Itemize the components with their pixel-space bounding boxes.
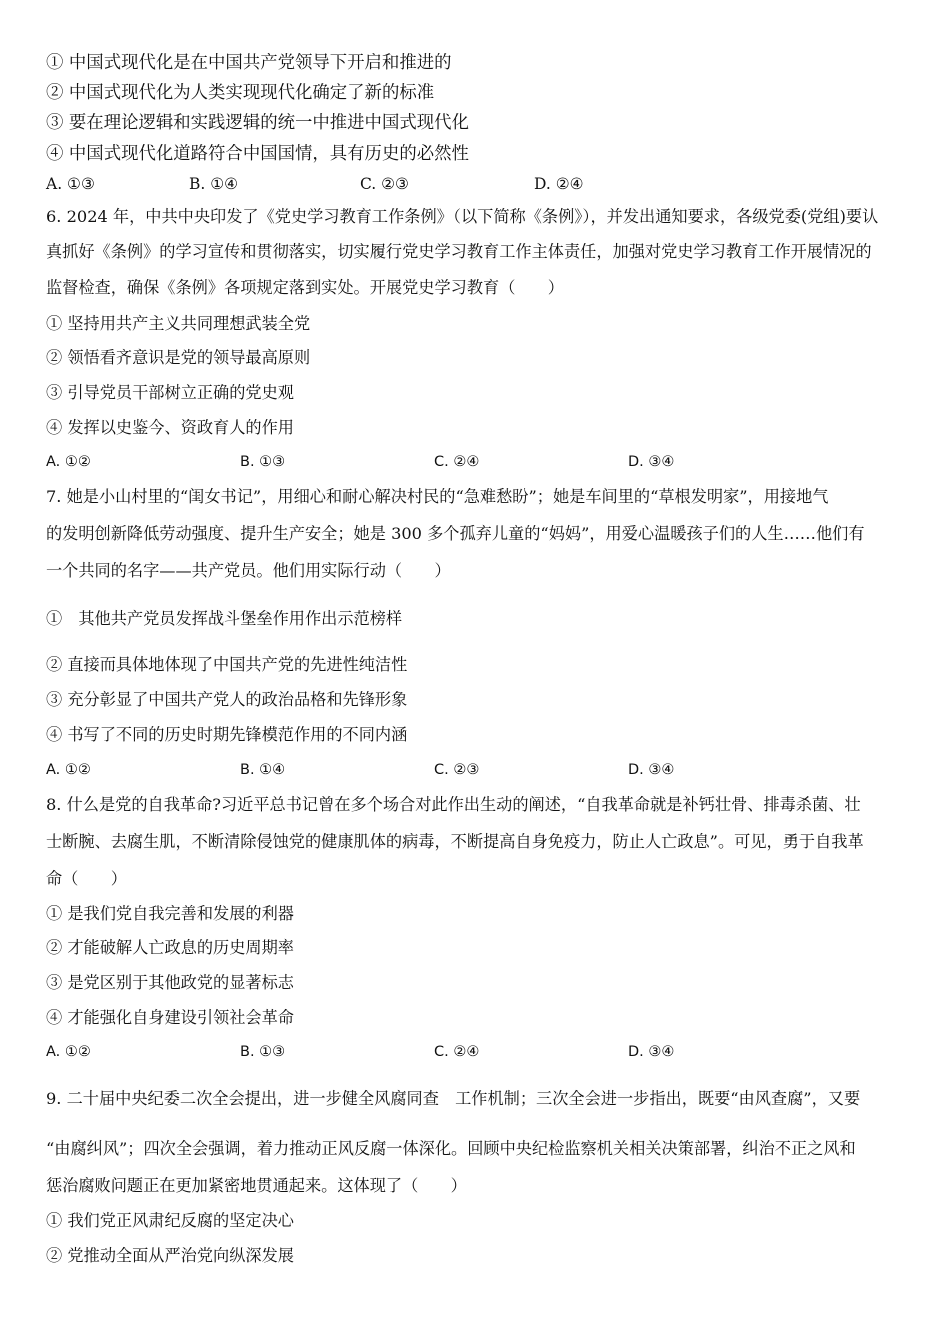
q8-option-d[interactable]: D. ③④: [628, 1044, 675, 1060]
q8-item-1: ① 是我们党自我完善和发展的利器: [46, 904, 294, 923]
q7-option-d[interactable]: D. ③④: [628, 762, 675, 778]
q5-option-d[interactable]: D. ②④: [534, 175, 584, 193]
q6-stem-2: 真抓好《条例》的学习宣传和贯彻落实，切实履行党史学习教育工作主体责任，加强对党史学习教育工作开展情况的: [46, 242, 872, 261]
q8-options: [46, 1042, 908, 1064]
q7-options: [46, 760, 908, 782]
q5-item-4: ④ 中国式现代化道路符合中国国情，具有历史的必然性: [46, 144, 469, 164]
q7-item-4: ④ 书写了不同的历史时期先锋模范作用的不同内涵: [46, 725, 408, 744]
q6-options: [46, 452, 908, 474]
q9-item-2: ② 党推动全面从严治党向纵深发展: [46, 1246, 294, 1265]
q7-item-2: ② 直接而具体地体现了中国共产党的先进性纯洁性: [46, 655, 408, 674]
q8-option-c[interactable]: C. ②④: [434, 1044, 480, 1060]
q8-option-a[interactable]: A. ①②: [46, 1044, 91, 1060]
q5-item-1: ① 中国式现代化是在中国共产党领导下开启和推进的: [46, 53, 452, 73]
q5-option-a[interactable]: A. ①③: [46, 175, 95, 193]
q6-option-d[interactable]: D. ③④: [628, 454, 675, 470]
q6-option-c[interactable]: C. ②④: [434, 454, 480, 470]
q8-stem-1: 8. 什么是党的自我革命?习近平总书记曾在多个场合对此作出生动的阐述，“自我革命就是补钙壮骨、排毒杀菌、壮: [46, 795, 861, 814]
q7-stem-3: 一个共同的名字——共产党员。他们用实际行动（ ）: [46, 561, 451, 580]
q6-option-a[interactable]: A. ①②: [46, 454, 91, 470]
q7-stem-2: 的发明创新降低劳动强度、提升生产安全；她是 300 多个孤弃儿童的“妈妈”，用爱心温暖孩子们的人生……他们有: [46, 524, 865, 543]
q8-item-4: ④ 才能强化自身建设引领社会革命: [46, 1008, 294, 1027]
q5-options: [46, 174, 908, 196]
q6-item-3: ③ 引导党员干部树立正确的党史观: [46, 383, 294, 402]
q7-stem-1: 7. 她是小山村里的“闺女书记”，用细心和耐心解决村民的“急难愁盼”；她是车间里的“草根发明家”，用接地气: [46, 487, 829, 506]
q5-item-3: ③ 要在理论逻辑和实践逻辑的统一中推进中国式现代化: [46, 113, 469, 133]
q8-stem-3: 命（ ）: [46, 869, 127, 888]
q6-item-1: ① 坚持用共产主义共同理想武装全党: [46, 314, 311, 333]
q8-item-3: ③ 是党区别于其他政党的显著标志: [46, 973, 294, 992]
q6-option-b[interactable]: B. ①③: [240, 454, 286, 470]
q9-stem-3: 惩治腐败问题正在更加紧密地贯通起来。这体现了（ ）: [46, 1176, 467, 1195]
q6-item-4: ④ 发挥以史鉴今、资政育人的作用: [46, 418, 294, 437]
q7-option-c[interactable]: C. ②③: [434, 762, 480, 778]
q7-item-3: ③ 充分彰显了中国共产党人的政治品格和先锋形象: [46, 690, 408, 709]
q5-option-c[interactable]: C. ②③: [360, 175, 409, 193]
q7-option-b[interactable]: B. ①④: [240, 762, 286, 778]
q8-item-2: ② 才能破解人亡政息的历史周期率: [46, 938, 294, 957]
q8-option-b[interactable]: B. ①③: [240, 1044, 286, 1060]
q7-item-1: ① 其他共产党员发挥战斗堡垒作用作出示范榜样: [46, 609, 403, 628]
q6-item-2: ② 领悟看齐意识是党的领导最高原则: [46, 348, 311, 367]
q8-stem-2: 士断腕、去腐生肌，不断清除侵蚀党的健康肌体的病毒，不断提高自身免疫力，防止人亡政息”。可见，勇于自我革: [46, 832, 864, 851]
q5-item-2: ② 中国式现代化为人类实现现代化确定了新的标准: [46, 83, 435, 103]
q6-stem-3: 监督检查，确保《条例》各项规定落到实处。开展党史学习教育（ ）: [46, 278, 564, 297]
q9-stem-2: “由腐纠风”；四次全会强调，着力推动正风反腐一体深化。回顾中央纪检监察机关相关决策部署，纠治不正之风和: [46, 1139, 856, 1158]
q9-stem-1: 9. 二十届中央纪委二次全会提出，进一步健全风腐同查 工作机制；三次全会进一步指出，既要“由风查腐”，又要: [46, 1089, 861, 1108]
q5-option-b[interactable]: B. ①④: [189, 175, 239, 193]
q7-option-a[interactable]: A. ①②: [46, 762, 91, 778]
q9-item-1: ① 我们党正风肃纪反腐的坚定决心: [46, 1211, 294, 1230]
q6-stem-1: 6. 2024 年，中共中央印发了《党史学习教育工作条例》（以下简称《条例》），并发出通知要求，各级党委(党组)要认: [46, 207, 879, 226]
